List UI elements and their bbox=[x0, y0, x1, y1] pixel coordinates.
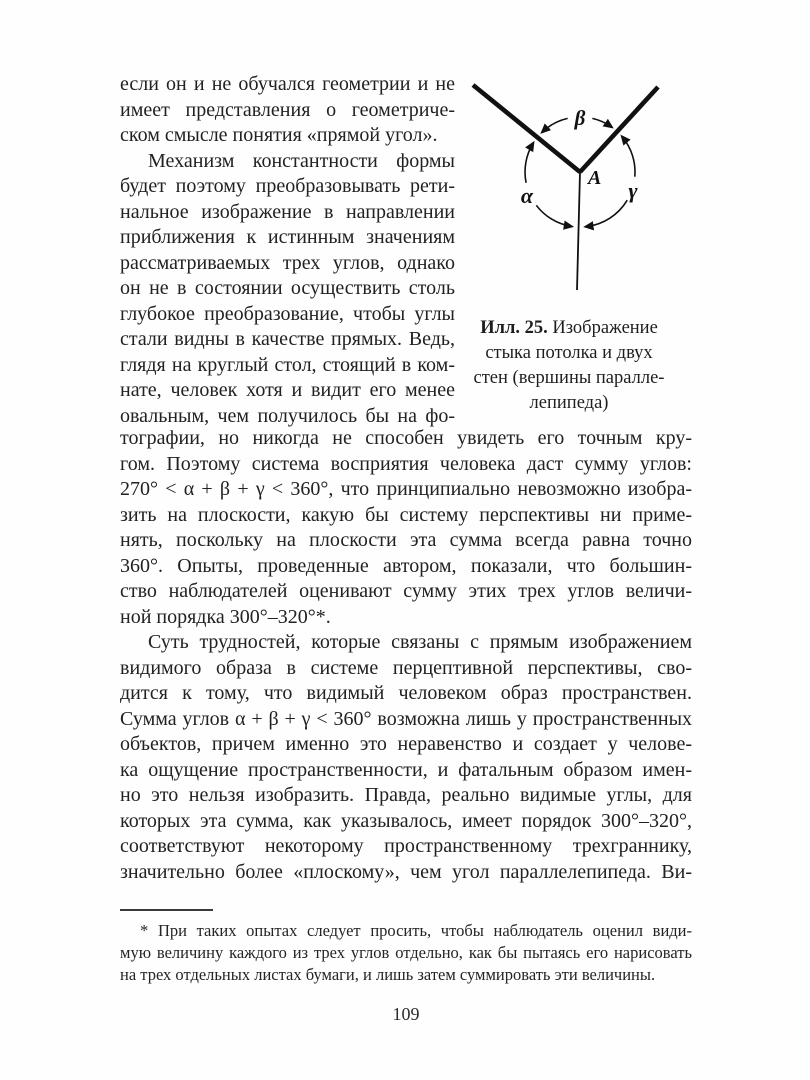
text-line: ной порядка 300°–320°*. bbox=[120, 605, 331, 628]
text-line: рассматриваемых трех углов, однако bbox=[120, 251, 455, 274]
text-line: ство наблюдателей оценивают сумму этих трех углов величи- bbox=[120, 580, 692, 602]
text-line: ском смысле понятия «прямой угол». bbox=[120, 124, 438, 146]
caption-line: Илл. 25. Изображение bbox=[480, 318, 658, 338]
text-column-full bbox=[120, 426, 692, 885]
text-line: тографии, но никогда не способен увидеть его точным кру- bbox=[120, 427, 692, 449]
caption-line: стен (вершины паралле- bbox=[473, 368, 665, 388]
footnote bbox=[120, 920, 692, 986]
text-line: имеет представления о геометриче- bbox=[120, 98, 455, 121]
text-line: он не в состоянии осуществить столь bbox=[120, 277, 455, 299]
text-line: будет поэтому преобразовывать рети- bbox=[120, 175, 455, 197]
caption-line: стыка потолка и двух bbox=[485, 343, 653, 363]
footnote-line: мую величину каждого из трех углов отдельно, как бы пытаясь его нарисовать bbox=[120, 943, 692, 962]
footnote-line: * При таких опытах следует просить, чтобы наблюдатель оценил види- bbox=[140, 921, 692, 940]
figure-caption bbox=[440, 316, 698, 416]
text-line: глубокое преобразование, чтобы углы bbox=[120, 302, 455, 325]
text-line: гом. Поэтому система восприятия человека даст сумму углов: bbox=[120, 452, 692, 475]
text-line: видимого образа в системе перцептивной перспективы, сво- bbox=[120, 656, 692, 679]
text-line: нате, человек хотя и видит его менее bbox=[120, 379, 455, 401]
caption-number: Илл. 25. bbox=[480, 318, 548, 338]
text-line: зить на плоскости, какую бы систему перспективы ни приме- bbox=[120, 503, 692, 526]
text-line: нальное изображение в направлении bbox=[120, 200, 455, 223]
alpha-label: α bbox=[520, 183, 534, 208]
text-line: Сумма углов α + β + γ < 360° возможна лишь у пространственных bbox=[120, 707, 692, 730]
beta-label: β bbox=[574, 106, 586, 130]
text-line: 270° < α + β + γ < 360°, что принципиально невозможно изобра- bbox=[120, 478, 692, 500]
footnote-rule bbox=[120, 909, 213, 911]
edge-line-vertical bbox=[577, 172, 580, 290]
page-number: 109 bbox=[392, 1004, 420, 1024]
footnote-line: на трех отдельных листах бумаги, и лишь затем суммировать эти величины. bbox=[120, 965, 656, 984]
text-line: нять, поскольку на плоскости эта сумма всегда равна точно bbox=[120, 529, 692, 551]
text-line: если он и не обучался геометрии и не bbox=[120, 73, 455, 95]
text-column-narrow bbox=[120, 72, 455, 429]
text-line: дится к тому, что видимый человеком образ пространствен. bbox=[120, 682, 692, 704]
text-line: приближения к истинным значениям bbox=[120, 226, 455, 248]
text-line: 360°. Опыты, проведенные автором, показали, что большин- bbox=[120, 554, 692, 577]
corner-angles-figure bbox=[455, 57, 720, 312]
text-line: объектов, причем именно это неравенство и создает у челове- bbox=[120, 733, 692, 755]
edge-line-upper-right bbox=[580, 87, 658, 172]
text-line: но это нельзя изобразить. Правда, реально видимые углы, для bbox=[120, 784, 692, 806]
gamma-label: γ bbox=[628, 178, 638, 203]
text-line: стали видны в качестве прямых. Ведь, bbox=[120, 328, 455, 350]
text-line: Механизм константности формы bbox=[148, 149, 455, 172]
text-line: которых эта сумма, как указывалось, имеет порядок 300°–320°, bbox=[120, 809, 692, 832]
text-line: ка ощущение пространственности, и фатальным образом имен- bbox=[120, 758, 692, 781]
text-line: соответствуют некоторому пространственному трехграннику, bbox=[120, 835, 692, 857]
text-line: Суть трудностей, которые связаны с прямым изображением bbox=[148, 631, 692, 653]
text-line: глядя на круглый стол, стоящий в ком- bbox=[120, 353, 455, 376]
vertex-label: A bbox=[588, 167, 602, 189]
text-line: овальным, чем получилось бы на фо- bbox=[120, 404, 455, 427]
text-line: значительно более «плоскому», чем угол параллелепипеда. Ви- bbox=[120, 860, 692, 883]
caption-line: лепипеда) bbox=[529, 393, 609, 413]
corner-angles-svg bbox=[455, 57, 720, 312]
